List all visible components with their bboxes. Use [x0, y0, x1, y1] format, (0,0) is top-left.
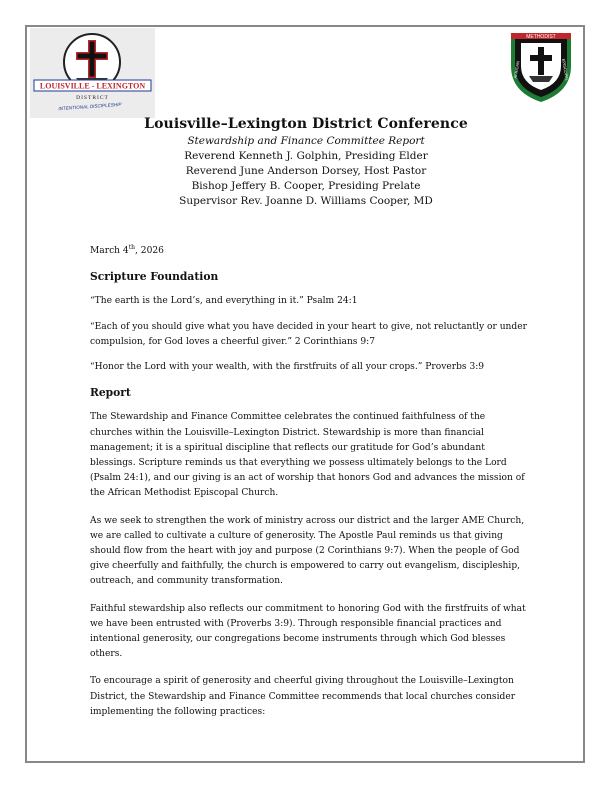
ame-shield-left-text: AFRICAN	[512, 60, 521, 79]
ame-shield-right-text: EPISCOPAL	[561, 58, 570, 82]
district-logo-graphic	[30, 28, 155, 118]
scripture-heading: Scripture Foundation	[90, 270, 219, 284]
ame-shield-top-text: METHODIST	[526, 34, 556, 40]
report-date-year: , 2026	[135, 246, 164, 256]
document-body	[90, 244, 530, 732]
scripture-verse: “The earth is the Lord’s, and everything in it.” Psalm 24:1	[90, 296, 358, 307]
district-logo-top-text: LOUISVILLE - LEXINGTON	[39, 81, 146, 91]
report-date	[90, 244, 530, 259]
report-paragraph: Faithful stewardship also reflects our commitment to honoring God with the firstfruits of what we have been entrusted with (Proverbs 3:9). Through responsible financial practices and intentional generosity, our congregations become instruments through which God blesses others.	[90, 603, 526, 660]
ame-shield-graphic	[508, 30, 574, 104]
report-paragraph: As we seek to strengthen the work of ministry across our district and the larger AME Church, we are called to cultivate a culture of generosity. The Apostle Paul reminds us that giving should flow from the heart with joy and purpose (2 Corinthians 9:7). When the people of God give cheerfully and faithfully, the church is empowered to carry out evangelism, discipleship, outreach, and community transformation.	[90, 515, 525, 587]
district-logo-bottom-text: INTENTIONAL DISCIPLESHIP	[58, 101, 122, 112]
report-date-suffix: th	[128, 243, 135, 251]
report-paragraph: To encourage a spirit of generosity and cheerful giving throughout the Louisville–Lexington District, the Stewardship and Finance Committee recommends that local churches consider implementing the following practices:	[90, 676, 516, 717]
document-title: Louisville–Lexington District Conference	[144, 116, 468, 132]
district-logo	[30, 28, 155, 118]
scripture-verse: “Each of you should give what you have decided in your heart to give, not reluctantly or under compulsion, for God loves a cheerful giver.” 2 Corinthians 9:7	[90, 321, 527, 347]
report-date-month: March 4	[90, 246, 129, 256]
host-pastor-line: Reverend June Anderson Dorsey, Host Pastor	[185, 165, 427, 177]
report-heading: Report	[90, 386, 131, 400]
report-paragraph: The Stewardship and Finance Committee celebrates the continued faithfulness of the churches within the Louisville–Lexington District. Stewardship is more than financial management; it is a spiritual discipline that reflects our gratitude for God’s abundant blessings. Scripture reminds us that everything we possess ultimately belongs to the Lord (Psalm 24:1), and our giving is an act of worship that honors God and advances the mission of the African Methodist Episcopal Church.	[90, 412, 525, 499]
scripture-verse: “Honor the Lord with your wealth, with the firstfruits of all your crops.” Proverbs 3:9	[90, 362, 485, 373]
presiding-prelate-line: Bishop Jeffery B. Cooper, Presiding Prelate	[191, 180, 421, 192]
document-header	[0, 116, 612, 207]
presiding-elder-line: Reverend Kenneth J. Golphin, Presiding Elder	[184, 150, 428, 162]
document-subtitle: Stewardship and Finance Committee Report	[187, 135, 425, 147]
supervisor-line: Supervisor Rev. Joanne D. Williams Cooper, MD	[179, 195, 433, 207]
district-logo-mid-text: DISTRICT	[76, 95, 109, 101]
ame-shield-logo	[508, 30, 574, 104]
